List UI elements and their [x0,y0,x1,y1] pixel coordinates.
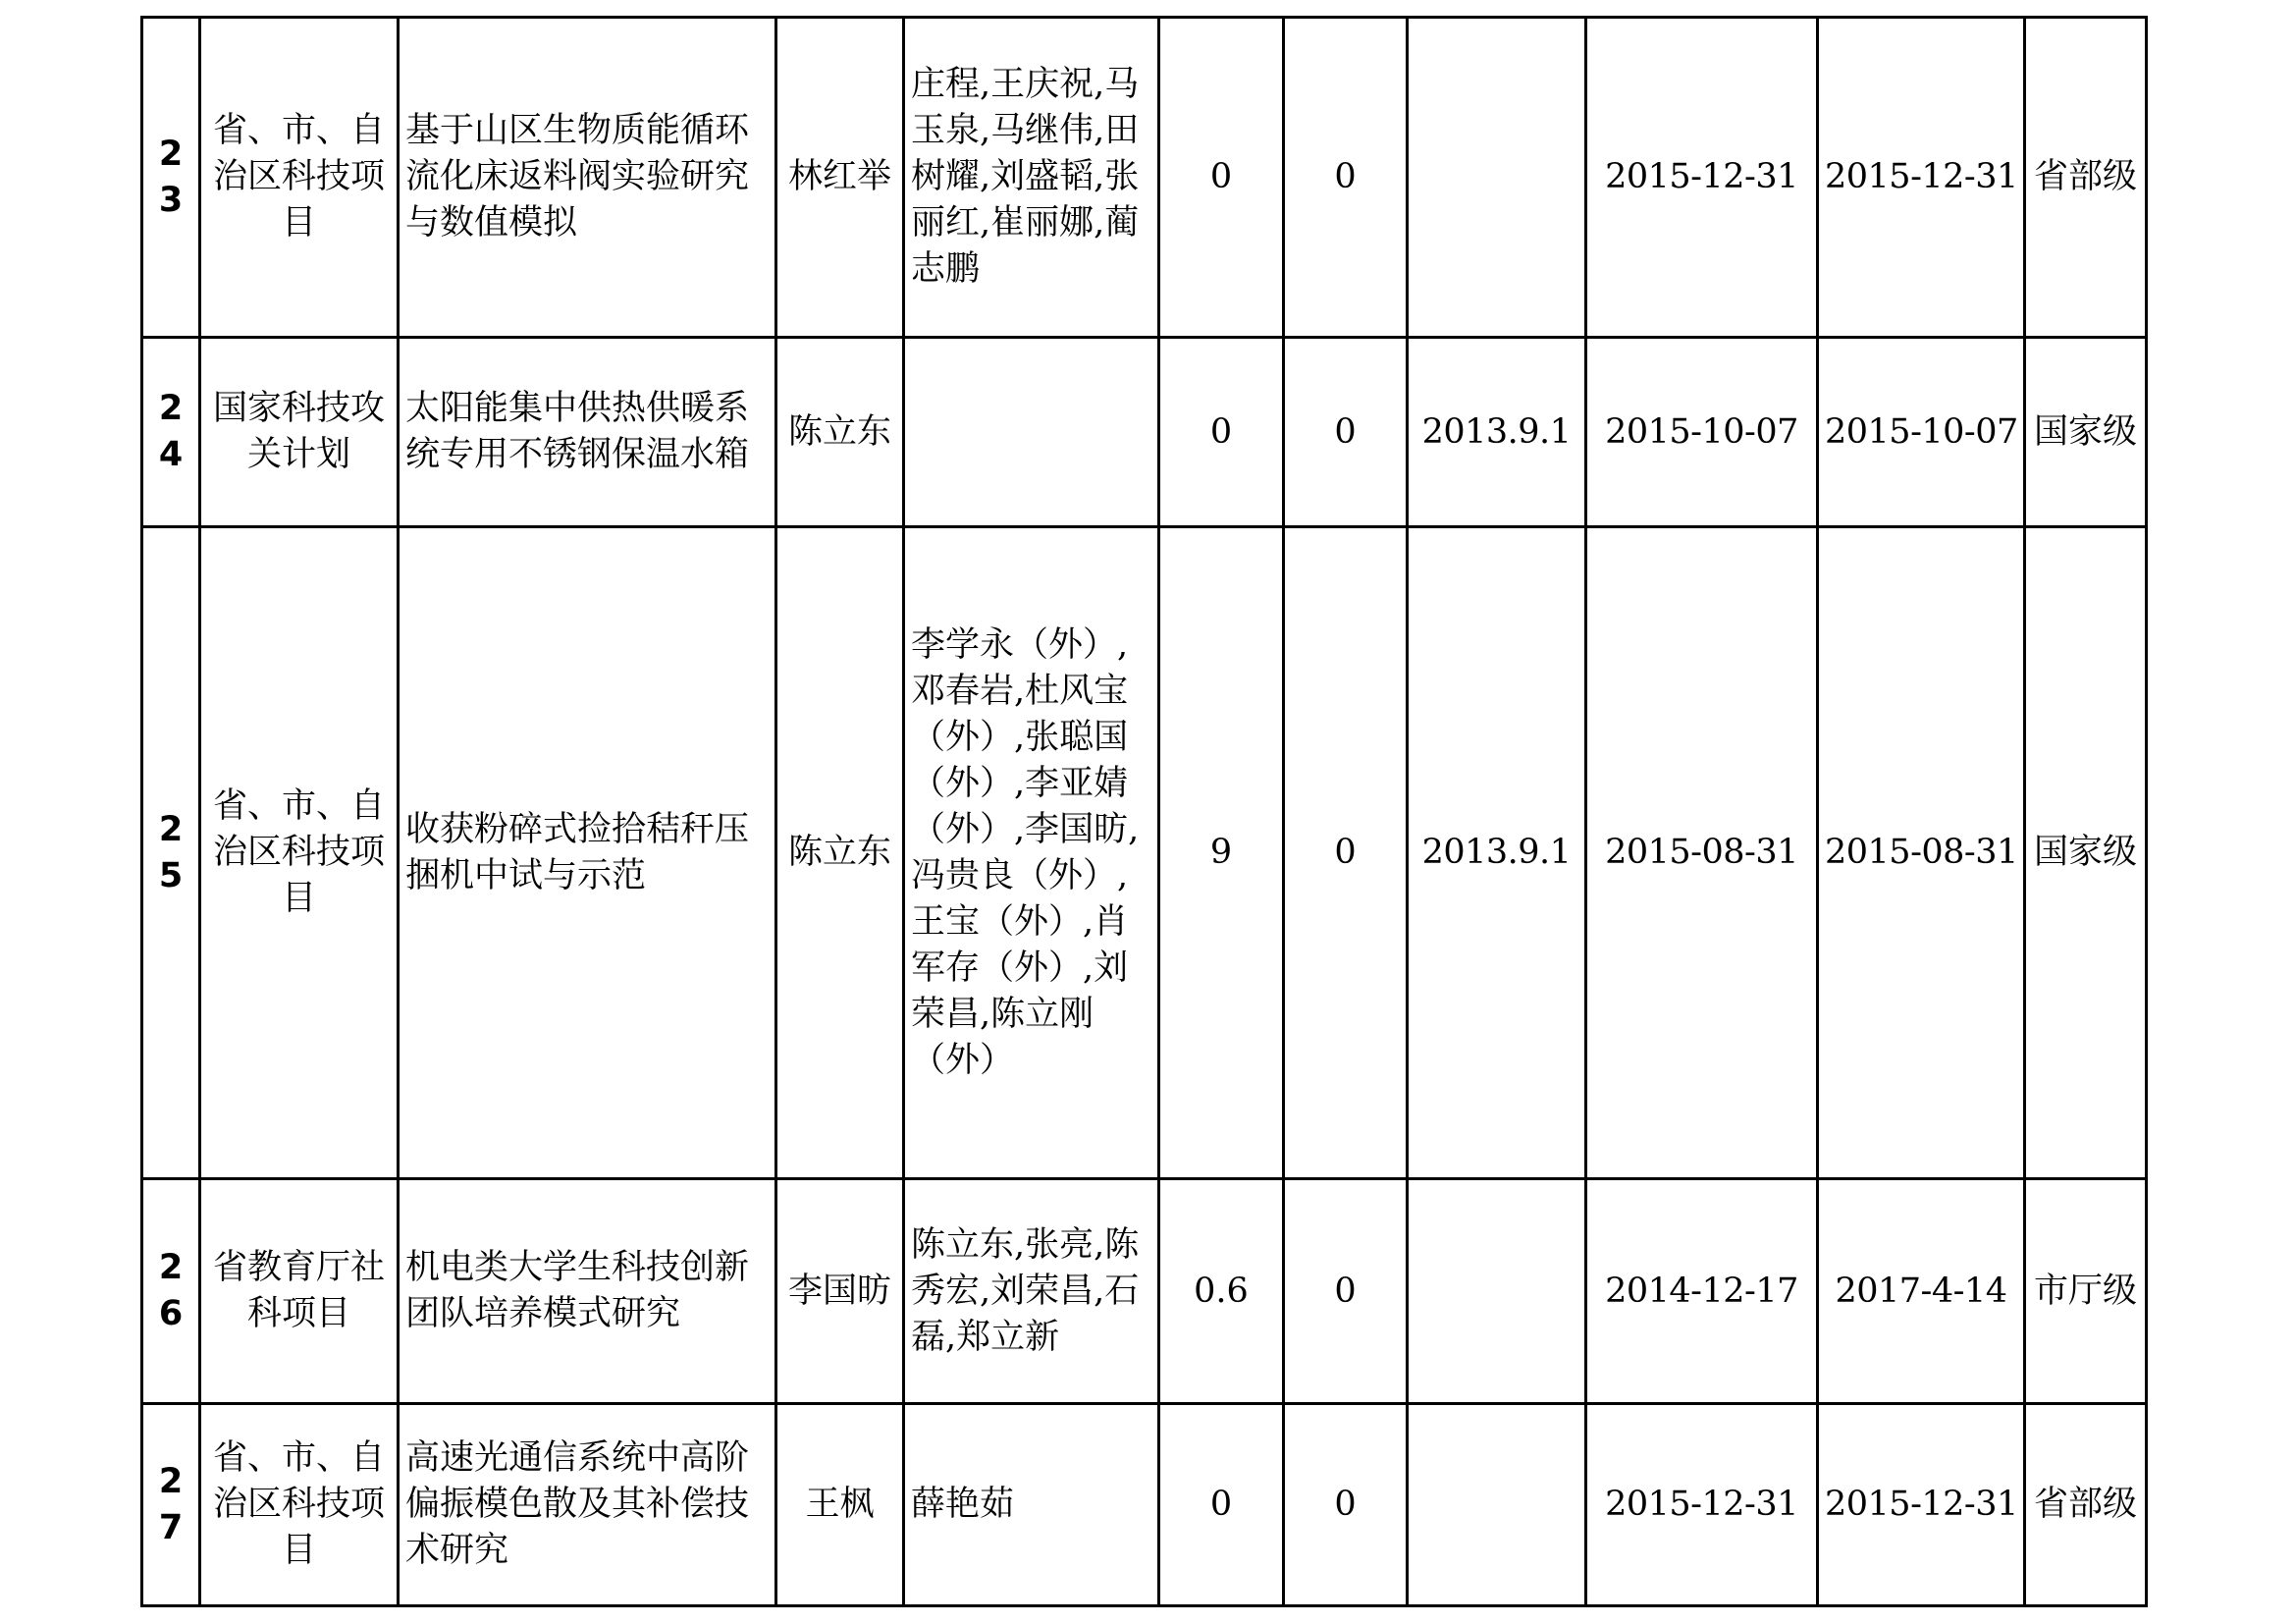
project-members: 庄程,王庆祝,马玉泉,马继伟,田树耀,刘盛韬,张丽红,崔丽娜,蔺志鹏 [904,18,1159,338]
funds-a: 0.6 [1159,1179,1284,1404]
funds-b: 0 [1284,527,1408,1179]
end-date: 2015-10-07 [1586,338,1818,527]
funds-b: 0 [1284,338,1408,527]
project-members: 薛艳茹 [904,1404,1159,1606]
project-level: 国家级 [2025,527,2147,1179]
start-date: 2013.9.1 [1408,527,1586,1179]
start-date [1408,18,1586,338]
table-row [142,1179,2147,1404]
project-title: 收获粉碎式捡拾秸秆压捆机中试与示范 [399,527,776,1179]
row-number: 23 [142,18,200,338]
funds-a: 0 [1159,18,1284,338]
end-date: 2015-08-31 [1586,527,1818,1179]
table-row [142,18,2147,338]
row-number: 27 [142,1404,200,1606]
project-level: 国家级 [2025,338,2147,527]
end-date: 2015-12-31 [1586,18,1818,338]
project-title: 基于山区生物质能循环流化床返料阀实验研究与数值模拟 [399,18,776,338]
funds-b: 0 [1284,1404,1408,1606]
project-leader: 王枫 [776,1404,904,1606]
end-date: 2015-12-31 [1586,1404,1818,1606]
table-row [142,527,2147,1179]
project-title: 高速光通信系统中高阶偏振模色散及其补偿技术研究 [399,1404,776,1606]
table-row [142,338,2147,527]
project-title: 机电类大学生科技创新团队培养模式研究 [399,1179,776,1404]
project-category: 省、市、自治区科技项目 [200,18,399,338]
funds-a: 0 [1159,1404,1284,1606]
project-leader: 陈立东 [776,338,904,527]
start-date [1408,1179,1586,1404]
funds-b: 0 [1284,18,1408,338]
project-level: 市厅级 [2025,1179,2147,1404]
project-category: 省教育厅社科项目 [200,1179,399,1404]
end-date-2: 2017-4-14 [1818,1179,2025,1404]
start-date [1408,1404,1586,1606]
project-members: 李学永（外）,邓春岩,杜风宝（外）,张聪国（外）,李亚婧（外）,李国昉,冯贵良（外）,王宝（外）,肖军存（外）,刘荣昌,陈立刚（外） [904,527,1159,1179]
project-category: 国家科技攻关计划 [200,338,399,527]
project-members [904,338,1159,527]
project-category: 省、市、自治区科技项目 [200,527,399,1179]
end-date-2: 2015-10-07 [1818,338,2025,527]
project-level: 省部级 [2025,1404,2147,1606]
project-leader: 陈立东 [776,527,904,1179]
start-date: 2013.9.1 [1408,338,1586,527]
project-leader: 李国昉 [776,1179,904,1404]
funds-b: 0 [1284,1179,1408,1404]
project-members: 陈立东,张亮,陈秀宏,刘荣昌,石磊,郑立新 [904,1179,1159,1404]
row-number: 25 [142,527,200,1179]
project-table [140,16,2148,1607]
row-number: 24 [142,338,200,527]
funds-a: 9 [1159,527,1284,1179]
project-level: 省部级 [2025,18,2147,338]
end-date-2: 2015-08-31 [1818,527,2025,1179]
table-row [142,1404,2147,1606]
end-date-2: 2015-12-31 [1818,18,2025,338]
project-title: 太阳能集中供热供暖系统专用不锈钢保温水箱 [399,338,776,527]
project-leader: 林红举 [776,18,904,338]
funds-a: 0 [1159,338,1284,527]
project-category: 省、市、自治区科技项目 [200,1404,399,1606]
row-number: 26 [142,1179,200,1404]
end-date: 2014-12-17 [1586,1179,1818,1404]
end-date-2: 2015-12-31 [1818,1404,2025,1606]
